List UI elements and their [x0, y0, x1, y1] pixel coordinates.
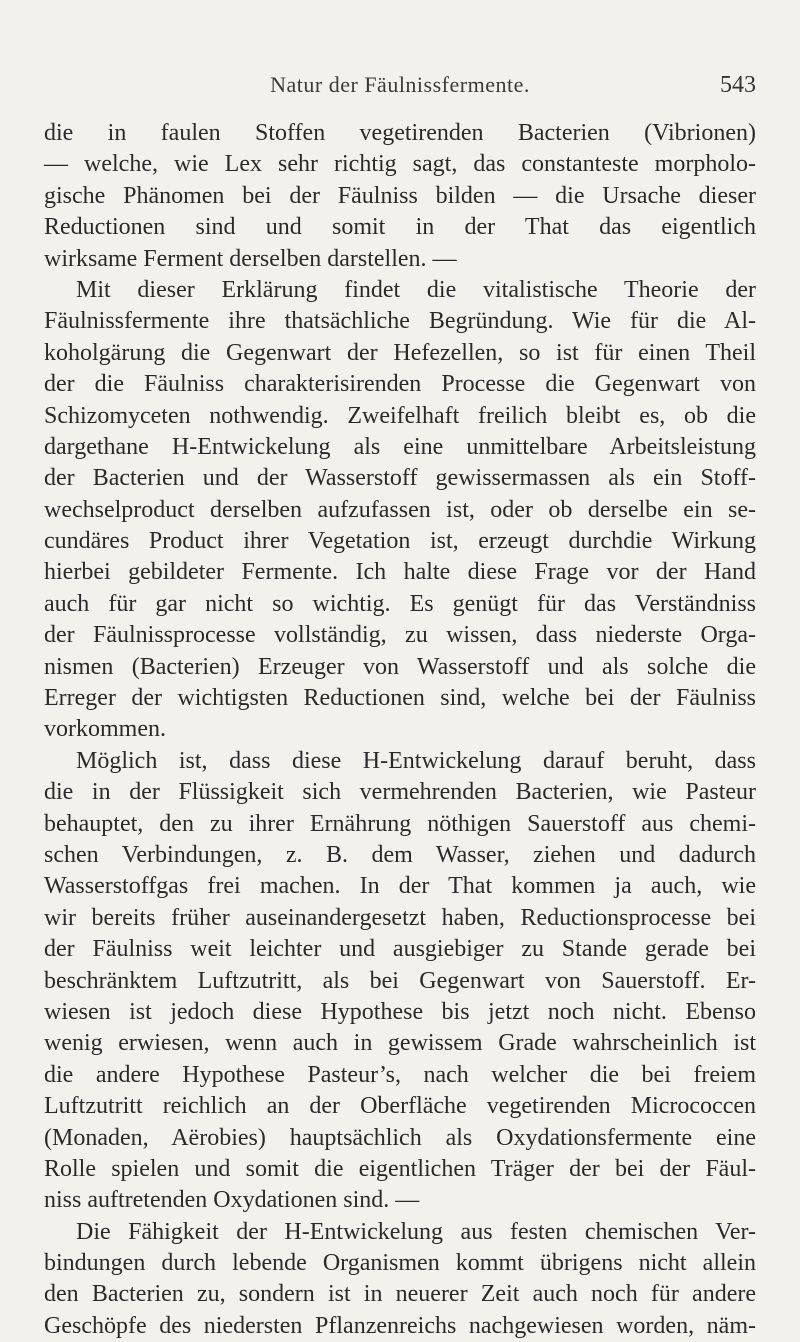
text-line: den Bacterien zu, sondern ist in neuerer Zeit auch noch für andere [44, 1281, 756, 1308]
text-line: dargethane H-Entwickelung als eine unmittelbare Arbeitsleistung [44, 433, 756, 460]
text-line: wiesen ist jedoch diese Hypothese bis jetzt noch nicht. Ebenso [44, 998, 756, 1025]
text-line: beschränktem Luftzutritt, als bei Gegenwart von Sauerstoff. Er- [44, 967, 756, 994]
text-line: der Fäulnissprocesse vollständig, zu wissen, dass niederste Orga- [44, 622, 756, 649]
text-line: Geschöpfe des niedersten Pflanzenreichs nachgewiesen worden, näm- [44, 1312, 756, 1339]
page-header [44, 72, 756, 112]
text-line: wirksame Ferment derselben darstellen. — [44, 245, 457, 272]
text-line: Reductionen sind und somit in der That das eigentlich [44, 214, 756, 241]
text-line: cundäres Product ihrer Vegetation ist, erzeugt durchdie Wirkung [44, 528, 756, 555]
text-line: der Fäulniss weit leichter und ausgiebiger zu Stande gerade bei [44, 936, 756, 963]
text-line: Fäulnissfermente ihre thatsächliche Begründung. Wie für die Al- [44, 308, 756, 335]
page-number: 543 [720, 72, 756, 98]
text-line: Luftzutritt reichlich an der Oberfläche vegetirenden Micrococcen [44, 1093, 756, 1120]
running-head: Natur der Fäulnissfermente. [270, 72, 530, 97]
text-line: die andere Hypothese Pasteur’s, nach welcher die bei freiem [44, 1061, 756, 1088]
text-line: koholgärung die Gegenwart der Hefezellen, so ist für einen Theil [44, 339, 756, 366]
text-line: Mit dieser Erklärung findet die vitalistische Theorie der [76, 276, 756, 303]
text-line: behauptet, den zu ihrer Ernährung nöthigen Sauerstoff aus chemi- [44, 810, 756, 837]
text-line: der die Fäulniss charakterisirenden Processe die Gegenwart von [44, 371, 756, 398]
text-line: schen Verbindungen, z. B. dem Wasser, ziehen und dadurch [44, 841, 756, 868]
text-line: Möglich ist, dass diese H-Entwickelung darauf beruht, dass [76, 747, 756, 774]
body-text [44, 118, 756, 1342]
text-line: wechselproduct derselben aufzufassen ist, oder ob derselbe ein se- [44, 496, 756, 523]
text-line: gische Phänomen bei der Fäulniss bilden — die Ursache dieser [44, 182, 756, 209]
text-line: die in faulen Stoffen vegetirenden Bacterien (Vibrionen) [44, 120, 756, 146]
text-line: die in der Flüssigkeit sich vermehrenden Bacterien, wie Pasteur [44, 779, 756, 806]
text-line: vorkommen. [44, 716, 166, 743]
text-line: wir bereits früher auseinandergesetzt haben, Reductionsprocesse bei [44, 904, 756, 931]
text-line: — welche, wie Lex sehr richtig sagt, das constanteste morpholo- [44, 151, 756, 178]
text-line: niss auftretenden Oxydationen sind. — [44, 1187, 420, 1214]
text-line: Rolle spielen und somit die eigentlichen Träger der bei der Fäul- [44, 1155, 756, 1182]
text-line: der Bacterien und der Wasserstoff gewissermassen als ein Stoff- [44, 465, 756, 492]
text-line: auch für gar nicht so wichtig. Es genügt für das Verständniss [44, 590, 756, 617]
text-line: hierbei gebildeter Fermente. Ich halte diese Frage vor der Hand [44, 559, 756, 586]
text-line: nismen (Bacterien) Erzeuger von Wasserstoff und als solche die [44, 653, 756, 680]
text-line: Die Fähigkeit der H-Entwickelung aus festen chemischen Ver- [76, 1218, 756, 1245]
text-line: (Monaden, Aërobies) hauptsächlich als Oxydationsfermente eine [44, 1124, 756, 1151]
text-line: Wasserstoffgas frei machen. In der That kommen ja auch, wie [44, 873, 756, 900]
text-line: Erreger der wichtigsten Reductionen sind, welche bei der Fäulniss [44, 685, 756, 712]
text-line: bindungen durch lebende Organismen kommt übrigens nicht allein [44, 1250, 756, 1277]
text-line: Schizomyceten nothwendig. Zweifelhaft freilich bleibt es, ob die [44, 402, 756, 429]
text-line: wenig erwiesen, wenn auch in gewissem Grade wahrscheinlich ist [44, 1030, 756, 1057]
